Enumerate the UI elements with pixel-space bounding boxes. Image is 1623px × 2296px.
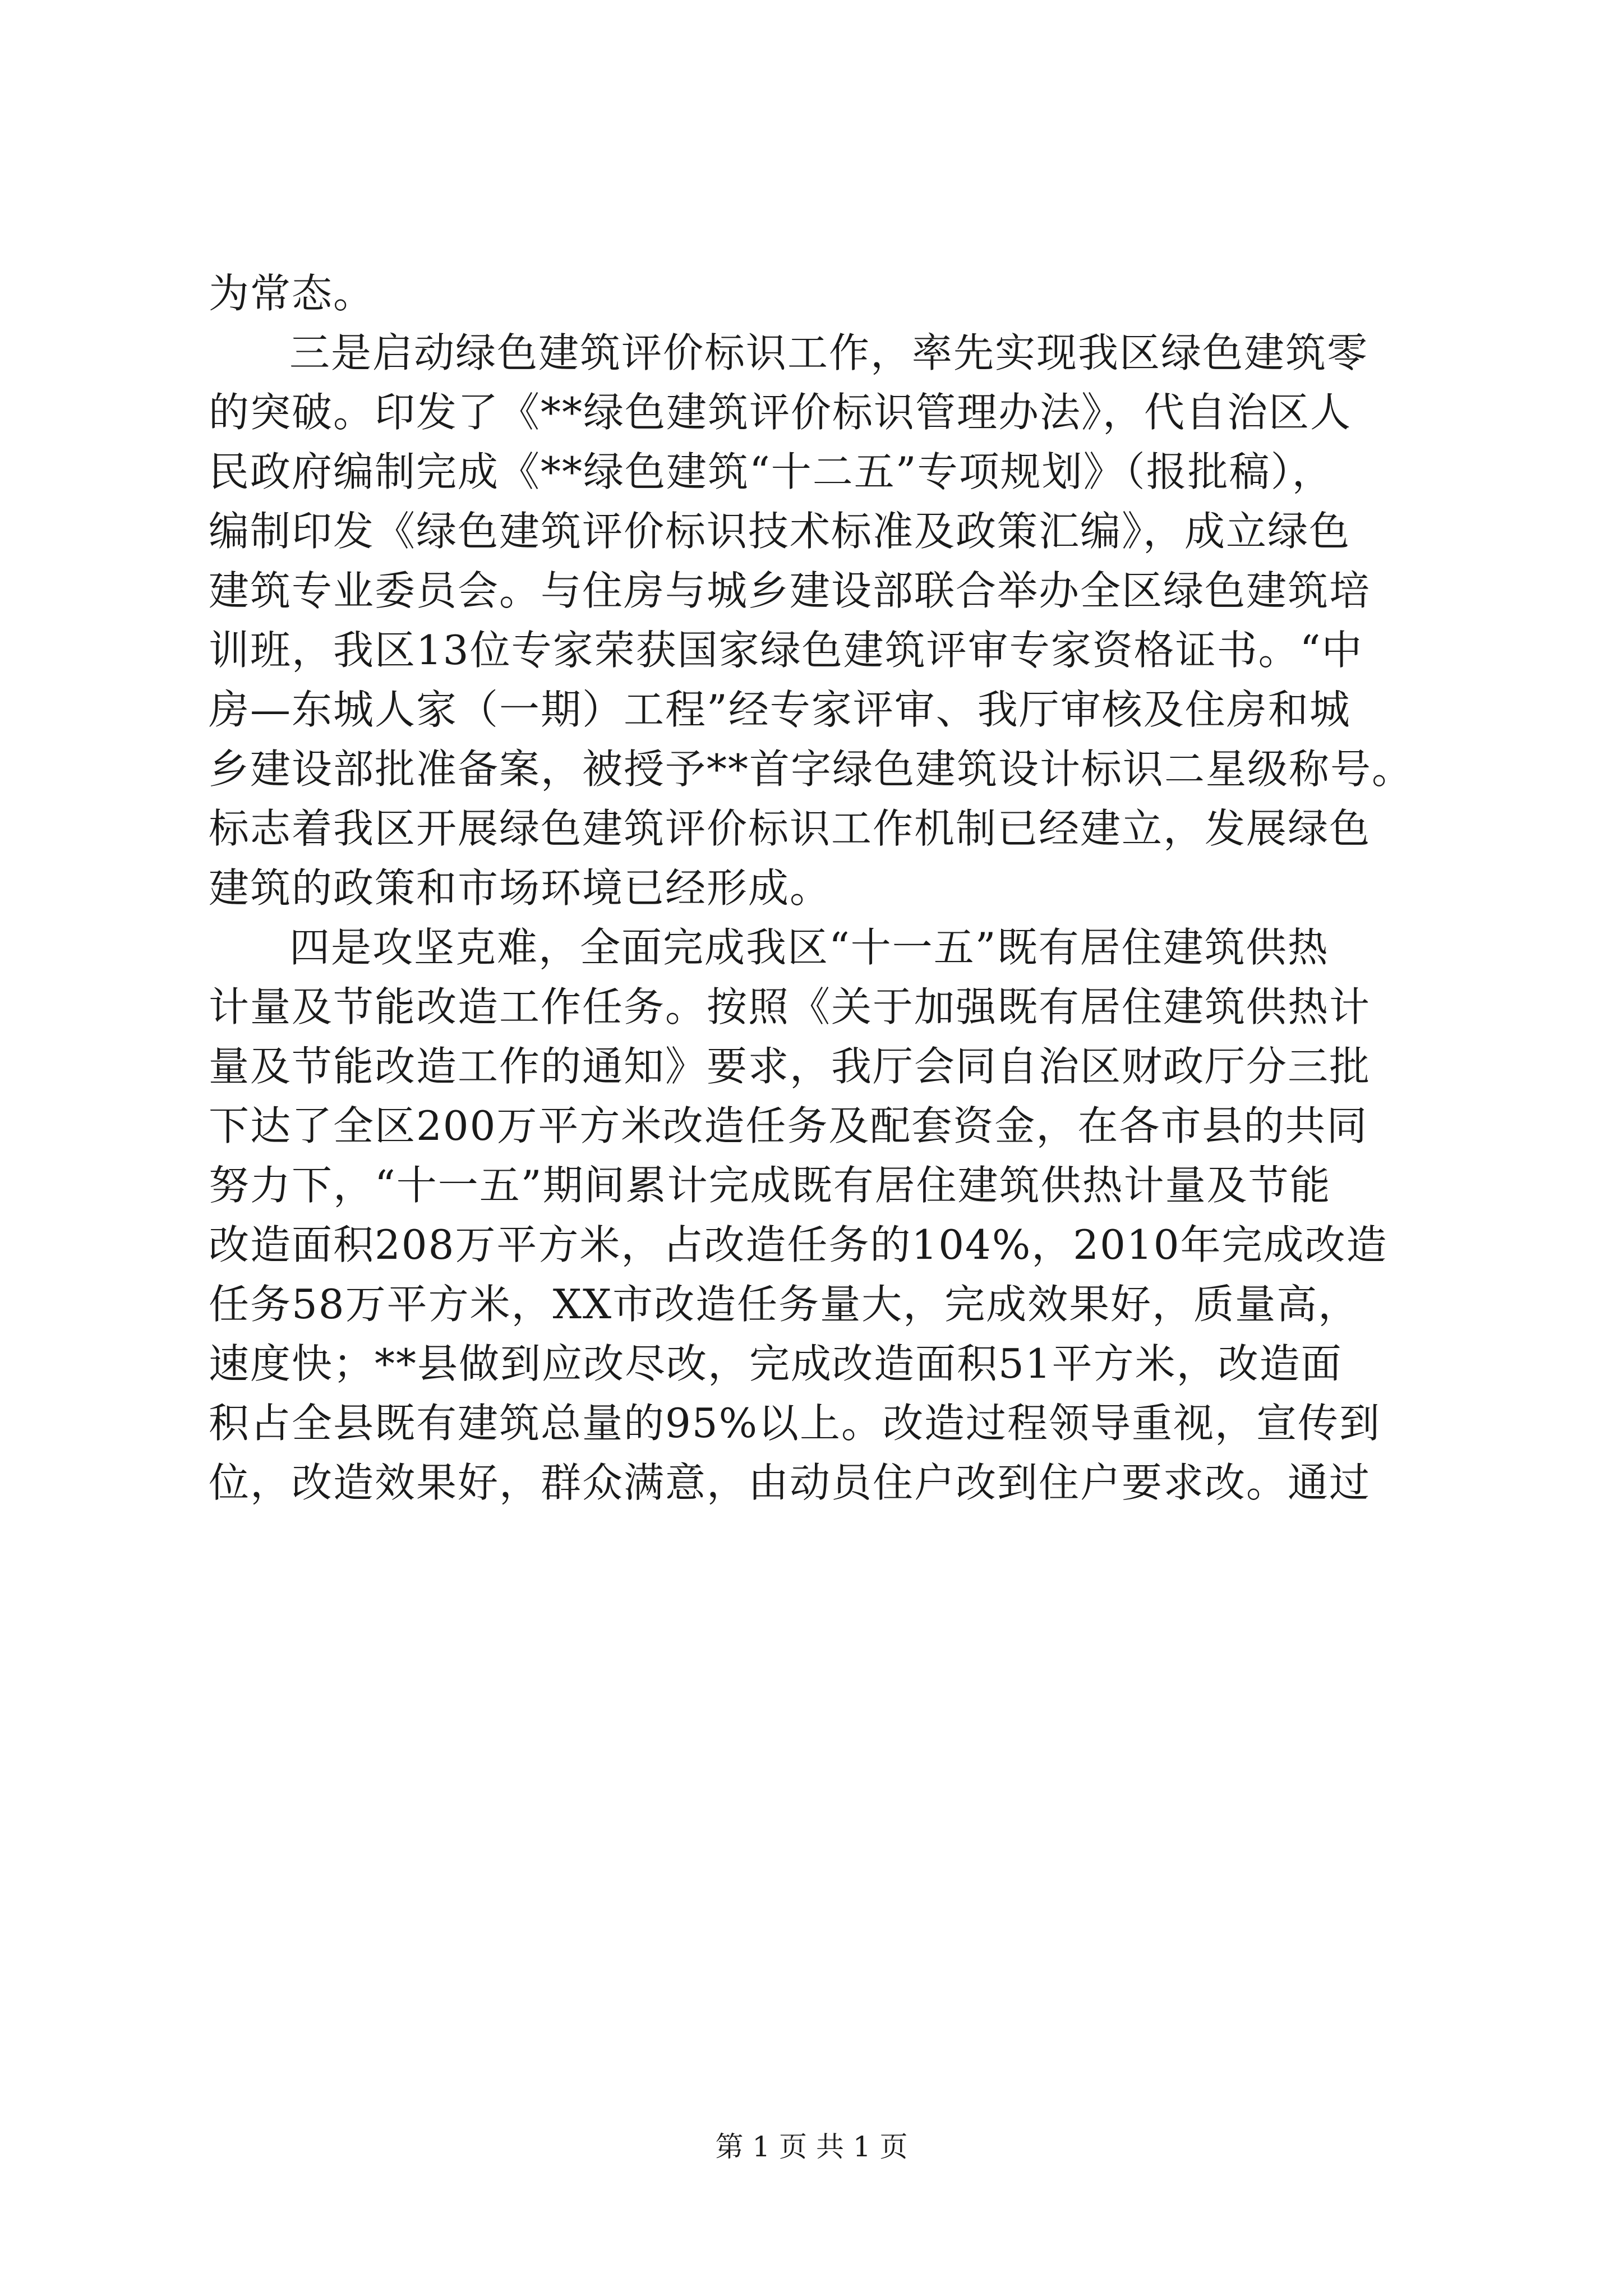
text-line: 计量及节能改造工作任务。按照《关于加强既有居住建筑供热计 [209, 983, 1371, 1030]
text-line: 位，改造效果好，群众满意，由动员住户改到住户要求改。通过 [209, 1459, 1371, 1506]
text-line: 民政府编制完成《**绿色建筑“十二五”专项规划》（报批稿）， [209, 448, 1334, 495]
text-line: 编制印发《绿色建筑评价标识技术标准及政策汇编》，成立绿色 [209, 508, 1351, 555]
page-number-footer: 第 1 页 共 1 页 [715, 2131, 908, 2163]
text-line: 改造面积208万平方米，占改造任务的104%，2010年完成改造 [209, 1221, 1388, 1268]
text-line: 乡建设部批准备案，被授予**首字绿色建筑设计标识二星级称号。 [209, 746, 1414, 793]
text-line: 建筑的政策和市场环境已经形成。 [209, 864, 832, 912]
text-line: 下达了全区200万平方米改造任务及配套资金，在各市县的共同 [209, 1102, 1368, 1149]
text-line: 量及节能改造工作的通知》要求，我厅会同自治区财政厅分三批 [209, 1043, 1371, 1090]
text-line: 房—东城人家（一期）工程”经专家评审、我厅审核及住房和城 [209, 686, 1351, 733]
text-line: 的突破。印发了《**绿色建筑评价标识管理办法》，代自治区人 [209, 389, 1352, 436]
text-line: 标志着我区开展绿色建筑评价标识工作机制已经建立，发展绿色 [209, 805, 1371, 852]
text-line: 速度快；**县做到应改尽改，完成改造面积51平方米，改造面 [209, 1340, 1343, 1387]
text-line: 为常态。 [209, 270, 375, 317]
paragraph-start-line: 三是启动绿色建筑评价标识工作，率先实现我区绿色建筑零 [289, 329, 1369, 376]
text-line: 积占全县既有建筑总量的95%以上。改造过程领导重视，宣传到 [209, 1400, 1381, 1447]
text-line: 努力下，“十一五”期间累计完成既有居住建筑供热计量及节能 [209, 1162, 1331, 1209]
document-body [209, 264, 1414, 1512]
text-line: 建筑专业委员会。与住房与城乡建设部联合举办全区绿色建筑培 [209, 567, 1371, 614]
paragraph-start-line: 四是攻坚克难，全面完成我区“十一五”既有居住建筑供热 [289, 924, 1329, 971]
text-line: 任务58万平方米，XX市改造任务量大，完成效果好，质量高， [209, 1281, 1360, 1328]
text-line: 训班，我区13位专家荣获国家绿色建筑评审专家资格证书。“中 [209, 627, 1363, 674]
